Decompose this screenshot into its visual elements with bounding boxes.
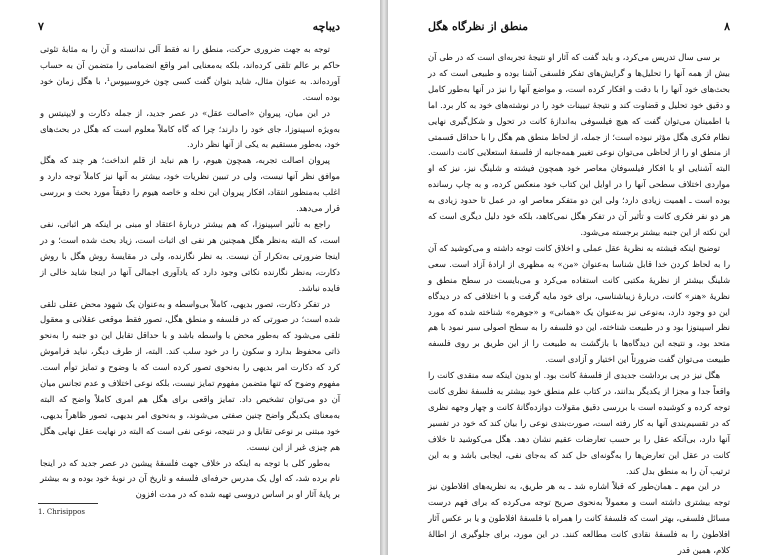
paragraph: در این میان، پیروان «اصالت عقل» در عصر جدید، از جمله دکارت و لایپنیتس و به‌ویژه اسپینوزا، جای خود را دارند؛ چرا که گاه کاملاً معلوم است که هگل در بحث‌های خود، به‌طور مستقیم به یکی از آنها نظر دارد.	[40, 107, 340, 150]
paragraph: در این مهم ـ همان‌طور که قبلاً اشاره شد ـ به هر طریق، به نظریه‌های افلاطون نیز توجه بیشتری داشته است و معمولاً به‌نحوی صریح توجه می‌کرده که برای فهم درست مسائل فلسفی، بهتر است که فلسفهٔ کانت را همراه با فلسفهٔ افلاطون و یا بر عکس آثار افلاطون را به فلسفهٔ نقادی کانت مطالعه کنند. در این مورد، برای جلوگیری از اطالهٔ کلام، همین قدر	[428, 481, 730, 555]
left-page-title: دیباچه	[312, 20, 340, 33]
paragraph: راجع به تأثیر اسپینوزا، که هم بیشتر دربارهٔ اعتقاد او مبنی بر اینکه هر اثباتی، نفی است، که البته به‌نظر هگل همچنین هر نفی ای اثبات است، زیاد بحث شده است؛ و در اینجا ضرورتی به‌تکرار آن نیست. به نظر نگارنده، ولی در مقایسهٔ روش هگل با روش دکارت، به‌نظر نگارنده نکاتی وجود دارد که یادآوری اجمالی آنها در اینجا شاید خالی از فایده نباشد.	[40, 218, 340, 293]
paragraph: در تفکر دکارت، تصور بدیهی، کاملاً بی‌واسطه و به‌عنوان یک شهود محض عقلی تلقی شده است؛ در صورتی که در فلسفه و منطق هگل، تصور فقط موقعی عقلانی و معقول تلقی می‌شود که به‌طور محض با واسطه باشد و با حداقل تقابل این دو جنبه را به‌نحو ذاتی محفوظ بدارد و سکون را در خود سلب کند. البته، از طرف دیگر، نباید فراموش کرد که دکارت امر بدیهی را به‌نحوی تصور کرده است که با وضوح و تمایز توأم است. مفهوم وضوح که تنها متضمن مفهوم تمایز نیست، بلکه نوعی اختلاف و عدم تجانس میان آن دو می‌توان تشخیص داد. تمایز واقعی برای هگل هم امری کاملاً واضح که البته به‌معنای یکدیگر واضح چنین صفتی می‌شوند، و به‌نحوی امر بدیهی، تصور ظاهراً بدیهی، خود مبتنی بر نوعی تقابل و در نتیجه، نوعی نفی است که البته در نهایت عقل نهایی هگل هم چیزی غیر از این نیست.	[40, 298, 340, 452]
left-page-header	[38, 20, 340, 33]
book-gutter	[380, 0, 388, 555]
right-page-number: ۸	[724, 20, 730, 33]
left-page	[0, 0, 380, 555]
paragraph: بر سی سال تدریس می‌کرد، و باید گفت که آثار او نتیجهٔ تجربه‌ای است که در طی آن بیش از همه آنها را تحلیل‌ها و گرایش‌های تفکر فلسفی آشنا بوده و طبیعی است که در بحث‌های خود آنها را با دقت و افکار کرده است، و مواضع آنها را نیز در آنها به‌طور کامل و دقیق خود تحلیل و قضاوت کند و نتیجهٔ تبیینات خود را در نوشته‌های خود به کار برد. اما با اطمینان می‌توان گفت که هیچ فیلسوفی به‌اندازهٔ کانت در تحول و شکل‌گیری نهایی نظام فکری هگل مؤثر نبوده است؛ از جمله، از لحاظ منطق هم هگل را با حداقل قسمتی از منطق او را از لحاظی می‌توان نوعی تغییر همه‌جانبه از فلسفهٔ استعلایی کانت دانست. البته آشنایی او با افکار فیلسوفان معاصر خود همچون فیشته و شلینگ نیز، نیز که او مواردی اختلاف سطحی آنها را در اوایل این کتاب خود منعکس کرده، و به چاپ رسانده بوده است ـ اهمیت زیادی دارد؛ ولی این دو متفکر معاصر او، در عمل تا حدود زیادی به هر دو نفر فکری کانت و تأثیر آن در تفکر هگل نمی‌کاهد، بلکه خود دلیل دیگری است که این نکته از این جنبه بیشتر برجسته می‌شود.	[428, 52, 730, 237]
paragraph: پیروان اصالت تجربه، همچون هیوم، را هم نباید از قلم انداخت؛ هر چند که هگل موافق نظر آنها نیست، ولی در تبیین نظریات خود، بیشتر به آنها نیز کاملاً توجه دارد و اغلب به‌منظور انتقاد، افکار پیروان این نحله و خاصه هیوم را دقیقاً مورد بحث و بررسی قرار می‌دهد.	[40, 155, 340, 214]
footnote: 1. Chrisippos	[38, 508, 85, 516]
right-page-body	[428, 50, 730, 555]
right-page-header	[428, 20, 730, 33]
paragraph: به‌طور کلی با توجه به اینکه در خلاف جهت فلسفهٔ پیشین در عصر جدید که در اینجا نام برده شد، که اول یک مدرس حرفه‌ای فلسفه و تاریخ آن در نوبهٔ خود بوده و به بیشتر بر پایهٔ آثار او بر اساس دروسی تهیه شده که در مدت افزون	[40, 457, 340, 500]
paragraph: هگل نیز در پی برداشت جدیدی از فلسفهٔ کانت بود. او بدون اینکه سه منقدی کانت را واقعاً جدا و مجزا از یکدیگر بدانند، در کتاب علم منطق خود بیشتر به فلسفهٔ نظری کانت توجه کرده و کوشیده است با بررسی دقیق مقولات دوازده‌گانهٔ کانت و چهار وجهه نظری که در تقسیم‌بندی آنها به کار رفته است، صورت‌بندی نوعی را بیان کند که خود در تفسیر آنها دارد، بی‌آنکه عقل را بر حسب تعارضات عقیم نشان دهد. هگل می‌کوشید تا خلاف کانت در عقل این تعارض‌ها را به‌گونه‌ای حل کند که به‌جای نفی، ایجابی باشد و به این ترتیب آن را به منطق بدل کند.	[428, 370, 730, 476]
paragraph: توجه به جهت ضروری حرکت، منطق را نه فقط آلی ندانسته و آن را به مثابهٔ تئوتی حاکم بر عالم تلقی کرده‌اند، بلکه به‌معنایی امر واقع انضمامی را متضمن آن به حساب آورده‌اند. به عنوان مثال، شاید بتوان گفت کسی چون خروسیپوس¹، با هگل زمان خود بوده است.	[40, 44, 340, 102]
right-page	[388, 0, 768, 555]
paragraph: توضیح اینکه فیشته به نظریهٔ عقل عملی و اخلاق کانت توجه داشته و می‌کوشید که آن را به لحاظ کردن خدا قابل شناسا به‌عنوان «من» به مظهری از ارادهٔ آزاد است. سعی شلینگ بیشتر از نظریهٔ مکتبی کانت استفاده می‌کرد و می‌بایست در سطح منطق و نظریهٔ «هنر» کانت، دربارهٔ زیباشناسی، برای خود مایه گرفت و با اختلافی که در دیدگاه این دو وجود دارد، به‌نوعی نیز به‌عنوان یک «همانی» و «جوهره» شناخته شده که مورد نظر اسپینوزا بود و در طبیعت شناخته، این دو فلسفه را به سطح اصولی سیر نمود با هم متحد بود، و نتیجه این دیدگاه‌ها با بازگشت به طبیعت را از این طریق بر روی فلسفه طبیعت می‌توان گفت ضرورتاً این اختیار و آزادی است.	[428, 242, 730, 365]
footnote-divider	[38, 503, 98, 504]
right-page-title: منطق از نظرگاه هگل	[428, 20, 528, 33]
left-page-number: ۷	[38, 20, 44, 33]
left-page-body	[40, 42, 340, 503]
